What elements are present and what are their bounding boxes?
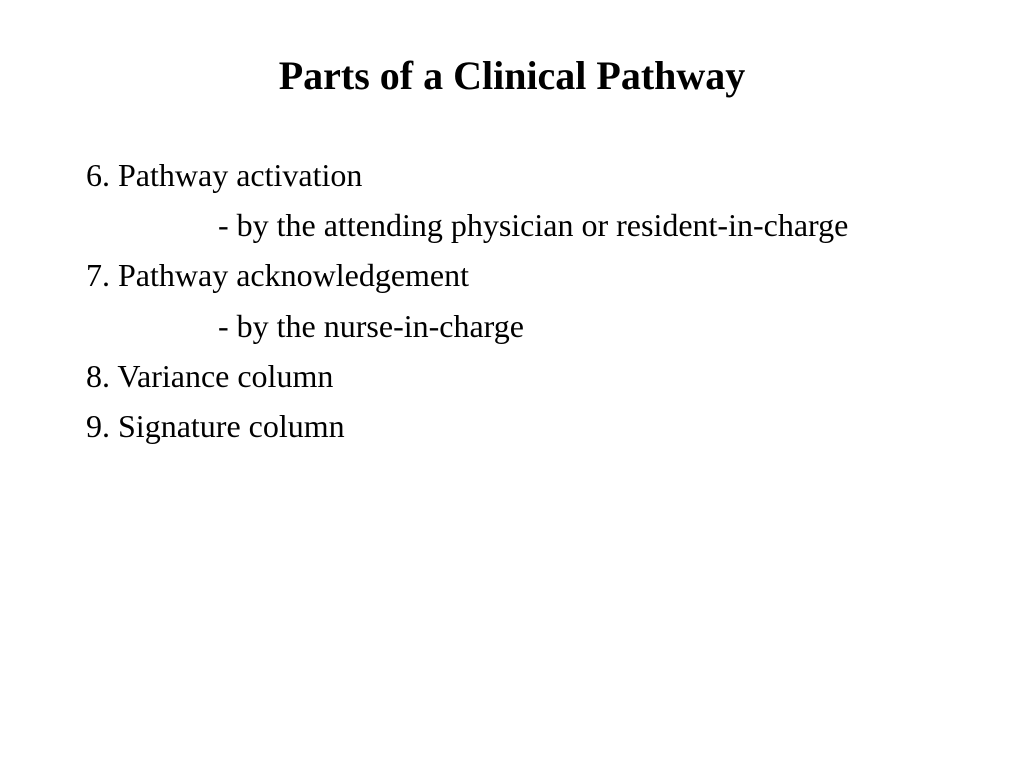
list-item-signature-column: 9. Signature column (86, 407, 345, 444)
list-item-variance-column: 8. Variance column (86, 357, 334, 394)
list-item-pathway-acknowledgement: 7. Pathway acknowledgement (86, 257, 469, 294)
slide-title: Parts of a Clinical Pathway (278, 53, 746, 98)
slide-body (86, 158, 926, 459)
list-subitem-acknowledgement-detail: - by the nurse-in-charge (218, 307, 524, 344)
list-item-pathway-activation: 6. Pathway activation (86, 157, 363, 193)
list-subitem-activation-detail: - by the attending physician or resident-in-charge (218, 207, 849, 244)
